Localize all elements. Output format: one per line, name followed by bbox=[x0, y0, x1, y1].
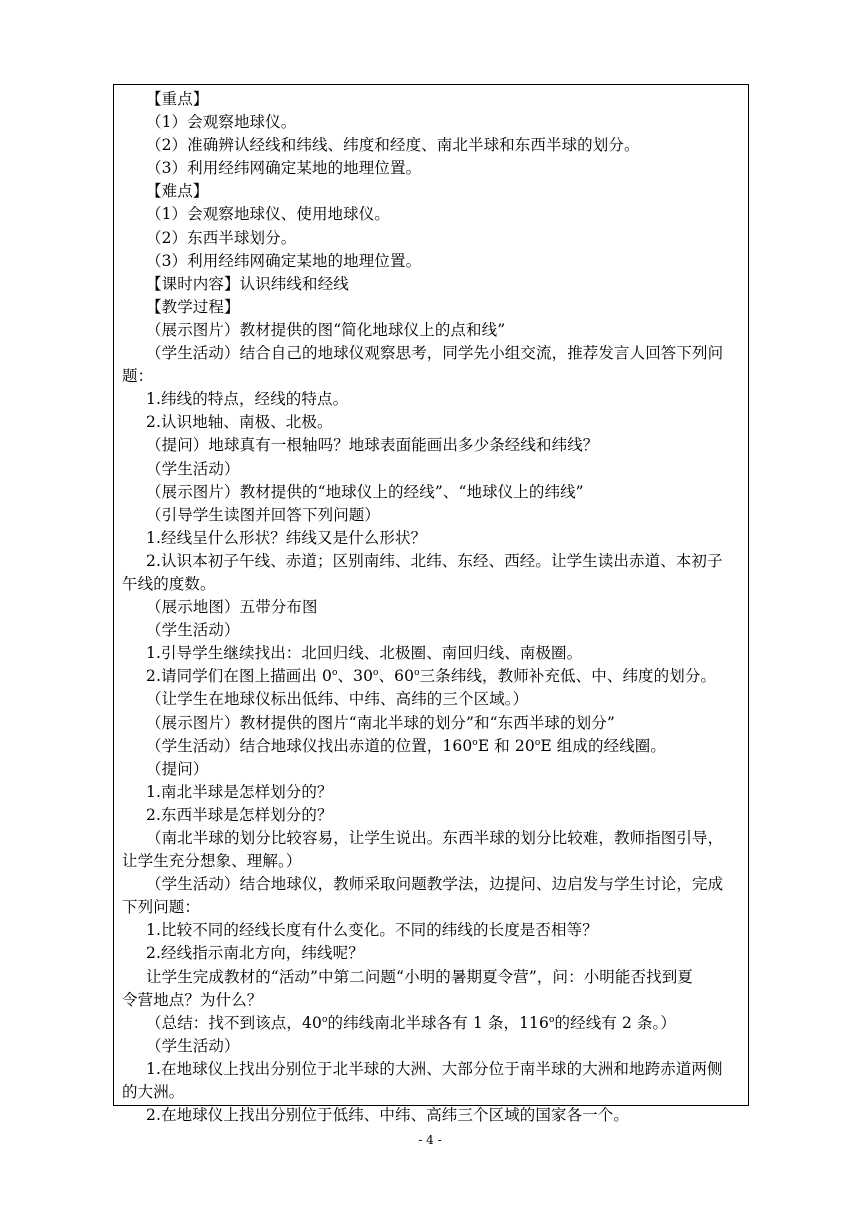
text-line: （南北半球的划分比较容易，让学生说出。东西半球的划分比较难，教师指图引导， bbox=[146, 829, 724, 847]
text-line: （展示图片）教材提供的图片“南北半球的划分”和“东西半球的划分” bbox=[146, 713, 615, 732]
text-line: （展示图片）教材提供的“地球仪上的经线”、“地球仪上的纬线” bbox=[146, 482, 584, 501]
text-line: （1）会观察地球仪。 bbox=[146, 113, 297, 132]
text-line: 2.东西半球是怎样划分的？ bbox=[146, 805, 333, 824]
text-line: 让学生完成教材的“活动”中第二问题“小明的暑期夏令营”，问：小明能否找到夏 bbox=[146, 967, 693, 986]
text-line: 【重点】 bbox=[146, 90, 209, 108]
text-line: 让学生充分想象、理解。） bbox=[122, 852, 302, 871]
text-line: 【难点】 bbox=[146, 182, 209, 201]
text-line: 【教学过程】 bbox=[146, 297, 240, 316]
lesson-plan-body bbox=[122, 88, 762, 1127]
text-line: 2.在地球仪上找出分别位于低纬、中纬、高纬三个区域的国家各一个。 bbox=[146, 1106, 629, 1125]
text-line: （2）东西半球划分。 bbox=[146, 228, 297, 247]
text-line: 2.请同学们在图上描画出 0$^o$、30$^o$、60$^o$三条纬线，教师补充低、中、纬度的划分。 bbox=[146, 667, 717, 686]
text-line: （学生活动）结合地球仪，教师采取问题教学法，边提问、边启发与学生讨论，完成 bbox=[146, 875, 724, 894]
text-line: 2.认识本初子午线、赤道；区别南纬、北纬、东经、西经。让学生读出赤道、本初子 bbox=[146, 551, 723, 570]
text-line: 1.南北半球是怎样划分的？ bbox=[146, 782, 333, 801]
page-number: - 4 - bbox=[418, 1133, 442, 1147]
text-line: 令营地点？为什么？ bbox=[122, 990, 263, 1009]
text-line: （提问） bbox=[146, 759, 209, 778]
text-line: （展示地图）五带分布图 bbox=[146, 598, 318, 617]
text-line: （引导学生读图并回答下列问题） bbox=[146, 505, 381, 524]
text-line: （展示图片）教材提供的图“简化地球仪上的点和线” bbox=[146, 320, 506, 339]
text-line: 1.比较不同的经线长度有什么变化。不同的纬线的长度是否相等？ bbox=[146, 921, 598, 940]
text-line: （让学生在地球仪标出低纬、中纬、高纬的三个区域。） bbox=[146, 690, 529, 709]
text-line: （提问）地球真有一根轴吗？地球表面能画出多少条经线和纬线？ bbox=[146, 436, 599, 455]
text-line: 【课时内容】认识纬线和经线 bbox=[146, 274, 349, 293]
text-line: （学生活动）结合自己的地球仪观察思考，同学先小组交流，推荐发言人回答下列问 bbox=[146, 344, 724, 363]
text-line: 2.认识地轴、南极、北极。 bbox=[146, 413, 333, 432]
text-line: 1.纬线的特点，经线的特点。 bbox=[146, 390, 349, 409]
text-line: 下列问题： bbox=[122, 898, 201, 917]
text-line: （3）利用经纬网确定某地的地理位置。 bbox=[146, 251, 422, 270]
text-line: （2）准确辨认经线和纬线、纬度和经度、南北半球和东西半球的划分。 bbox=[146, 136, 640, 155]
text-line: 午线的度数。 bbox=[122, 574, 216, 593]
text-line: （学生活动） bbox=[146, 1036, 240, 1055]
text-line: 题： bbox=[122, 367, 154, 386]
text-line: 1.在地球仪上找出分别位于北半球的大洲、大部分位于南半球的大洲和地跨赤道两侧 bbox=[146, 1059, 723, 1078]
text-line: （3）利用经纬网确定某地的地理位置。 bbox=[146, 159, 422, 178]
text-line: 1.经线呈什么形状？纬线又是什么形状？ bbox=[146, 528, 427, 547]
text-line: 的大洲。 bbox=[122, 1083, 185, 1102]
text-line: （总结：找不到该点，40$^o$的纬线南北半球各有 1 条，116$^o$的经线有 2 条。） bbox=[146, 1013, 676, 1032]
text-line: （1）会观察地球仪、使用地球仪。 bbox=[146, 205, 390, 224]
text-line: （学生活动） bbox=[146, 459, 240, 478]
text-line: （学生活动）结合地球仪找出赤道的位置，160$^o$E 和 20$^o$E 组成的经线圈。 bbox=[146, 736, 667, 755]
text-line: 1.引导学生继续找出：北回归线、北极圈、南回归线、南极圈。 bbox=[146, 644, 583, 663]
text-line: （学生活动） bbox=[146, 621, 240, 640]
text-line: 2.经线指示南北方向，纬线呢？ bbox=[146, 944, 364, 963]
